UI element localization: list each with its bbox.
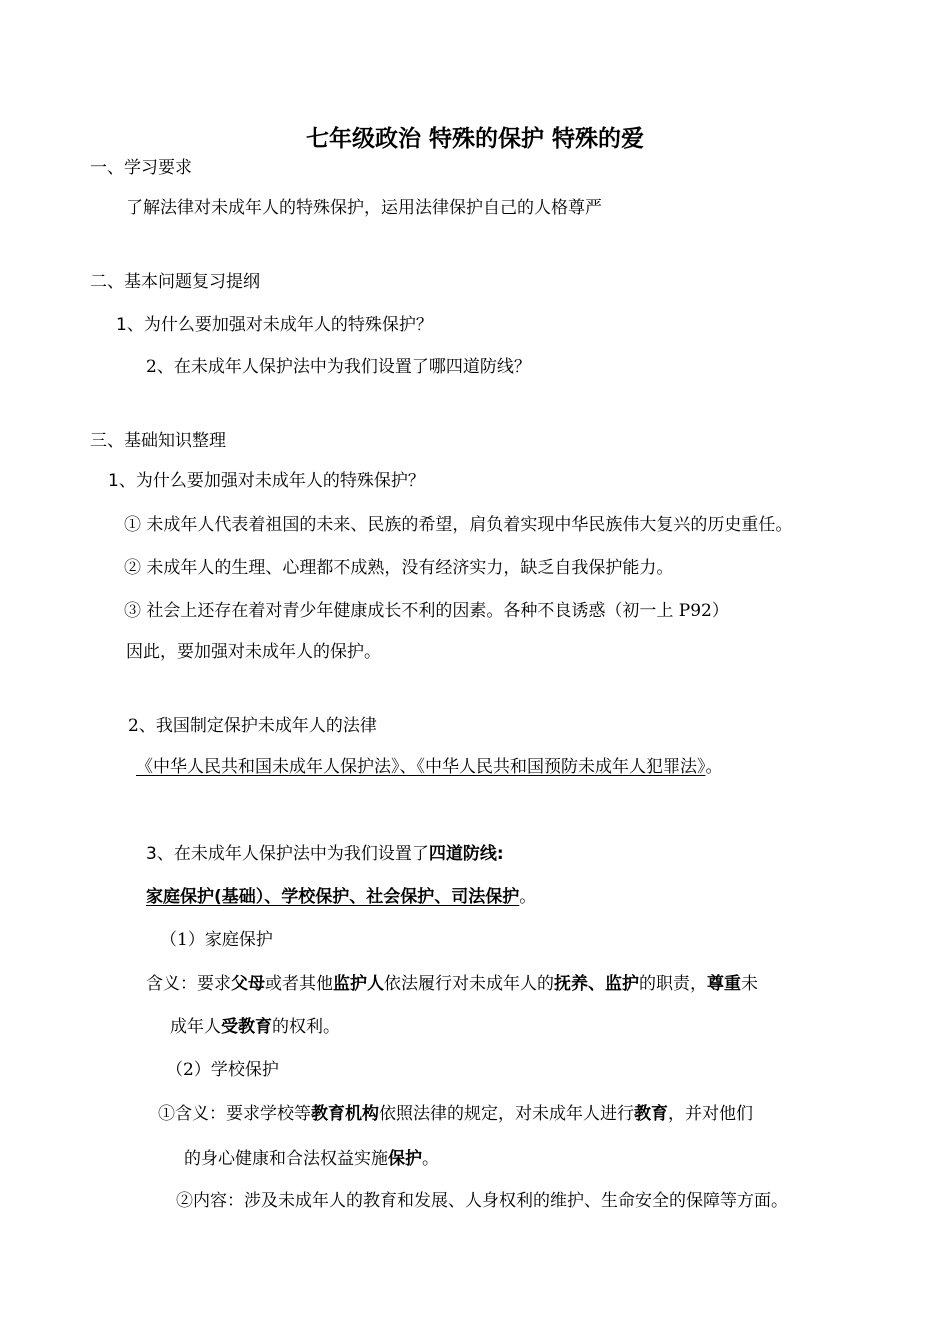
school-bold-1: 教育机构 <box>311 1104 379 1124</box>
reason-1: ① 未成年人代表着祖国的未来、民族的希望，肩负着实现中华民族伟大复兴的历史重任。 <box>124 515 793 535</box>
section-2-question-1: 1、为什么要加强对未成年人的特殊保护？ <box>116 315 433 335</box>
school-text-5: 。 <box>422 1149 439 1169</box>
section-1-heading: 一、学习要求 <box>90 158 192 178</box>
page-title: 七年级政治 特殊的保护 特殊的爱 <box>305 126 644 152</box>
four-lines-line <box>146 886 536 908</box>
family-meaning-line-2 <box>170 1016 340 1038</box>
school-text-2: 依照法律的规定，对未成年人进行 <box>379 1104 634 1124</box>
family-text-6: 成年人 <box>170 1017 221 1037</box>
law-names-end: 。 <box>705 757 723 777</box>
reason-3: ③ 社会上还存在着对青少年健康成长不利的因素。各种不良诱惑（初一上 P92） <box>124 601 729 621</box>
school-text-4: 的身心健康和合法权益实施 <box>184 1149 388 1169</box>
school-text-1: ①含义：要求学校等 <box>158 1104 311 1124</box>
section-2-question-2: 2、在未成年人保护法中为我们设置了哪四道防线？ <box>146 357 531 377</box>
law-names: 《中华人民共和国未成年人保护法》、《中华人民共和国预防未成年人犯罪法》 <box>136 757 706 777</box>
school-bold-3: 保护 <box>388 1149 422 1169</box>
family-bold-5: 受教育 <box>221 1017 272 1037</box>
section-3-heading: 三、基础知识整理 <box>90 431 226 451</box>
point-2-title: 2、我国制定保护未成年人的法律 <box>128 716 377 736</box>
family-text-4: 的职责， <box>639 974 707 994</box>
family-text-5: 未 <box>741 974 758 994</box>
family-protection-label: （1）家庭保护 <box>160 930 273 950</box>
section-2-heading: 二、基本问题复习提纲 <box>90 272 260 292</box>
point-1-title: 1、为什么要加强对未成年人的特殊保护？ <box>108 471 425 491</box>
four-lines-end: 。 <box>519 887 537 907</box>
school-content: ②内容：涉及未成年人的教育和发展、人身权利的维护、生命安全的保障等方面。 <box>176 1191 788 1211</box>
family-text-1: 含义：要求 <box>146 974 231 994</box>
family-bold-4: 尊重 <box>707 974 741 994</box>
family-text-7: 的权利。 <box>272 1017 340 1037</box>
family-text-2: 或者其他 <box>265 974 333 994</box>
school-bold-2: 教育 <box>634 1104 668 1124</box>
school-protection-label: （2）学校保护 <box>166 1060 279 1080</box>
section-1-text: 了解法律对未成年人的特殊保护，运用法律保护自己的人格尊严 <box>126 198 602 218</box>
family-meaning-line-1 <box>146 973 758 995</box>
school-text-3: ，并对他们 <box>668 1104 753 1124</box>
family-bold-1: 父母 <box>231 974 265 994</box>
family-text-3: 依法履行对未成年人的 <box>384 974 554 994</box>
point-1-conclusion: 因此，要加强对未成年人的保护。 <box>126 642 381 662</box>
point-3-title-bold: 四道防线: <box>428 844 504 864</box>
family-bold-3: 抚养、监护 <box>554 974 639 994</box>
school-meaning-line-2 <box>184 1148 439 1170</box>
school-meaning-line-1 <box>158 1103 753 1125</box>
family-bold-2: 监护人 <box>333 974 384 994</box>
point-3-title-text: 3、在未成年人保护法中为我们设置了 <box>146 844 429 864</box>
law-names-line <box>136 756 723 778</box>
point-3-title <box>146 843 504 865</box>
four-lines: 家庭保护(基础）、学校保护、社会保护、司法保护 <box>146 887 520 907</box>
reason-2: ② 未成年人的生理、心理都不成熟，没有经济实力，缺乏自我保护能力。 <box>124 558 674 578</box>
